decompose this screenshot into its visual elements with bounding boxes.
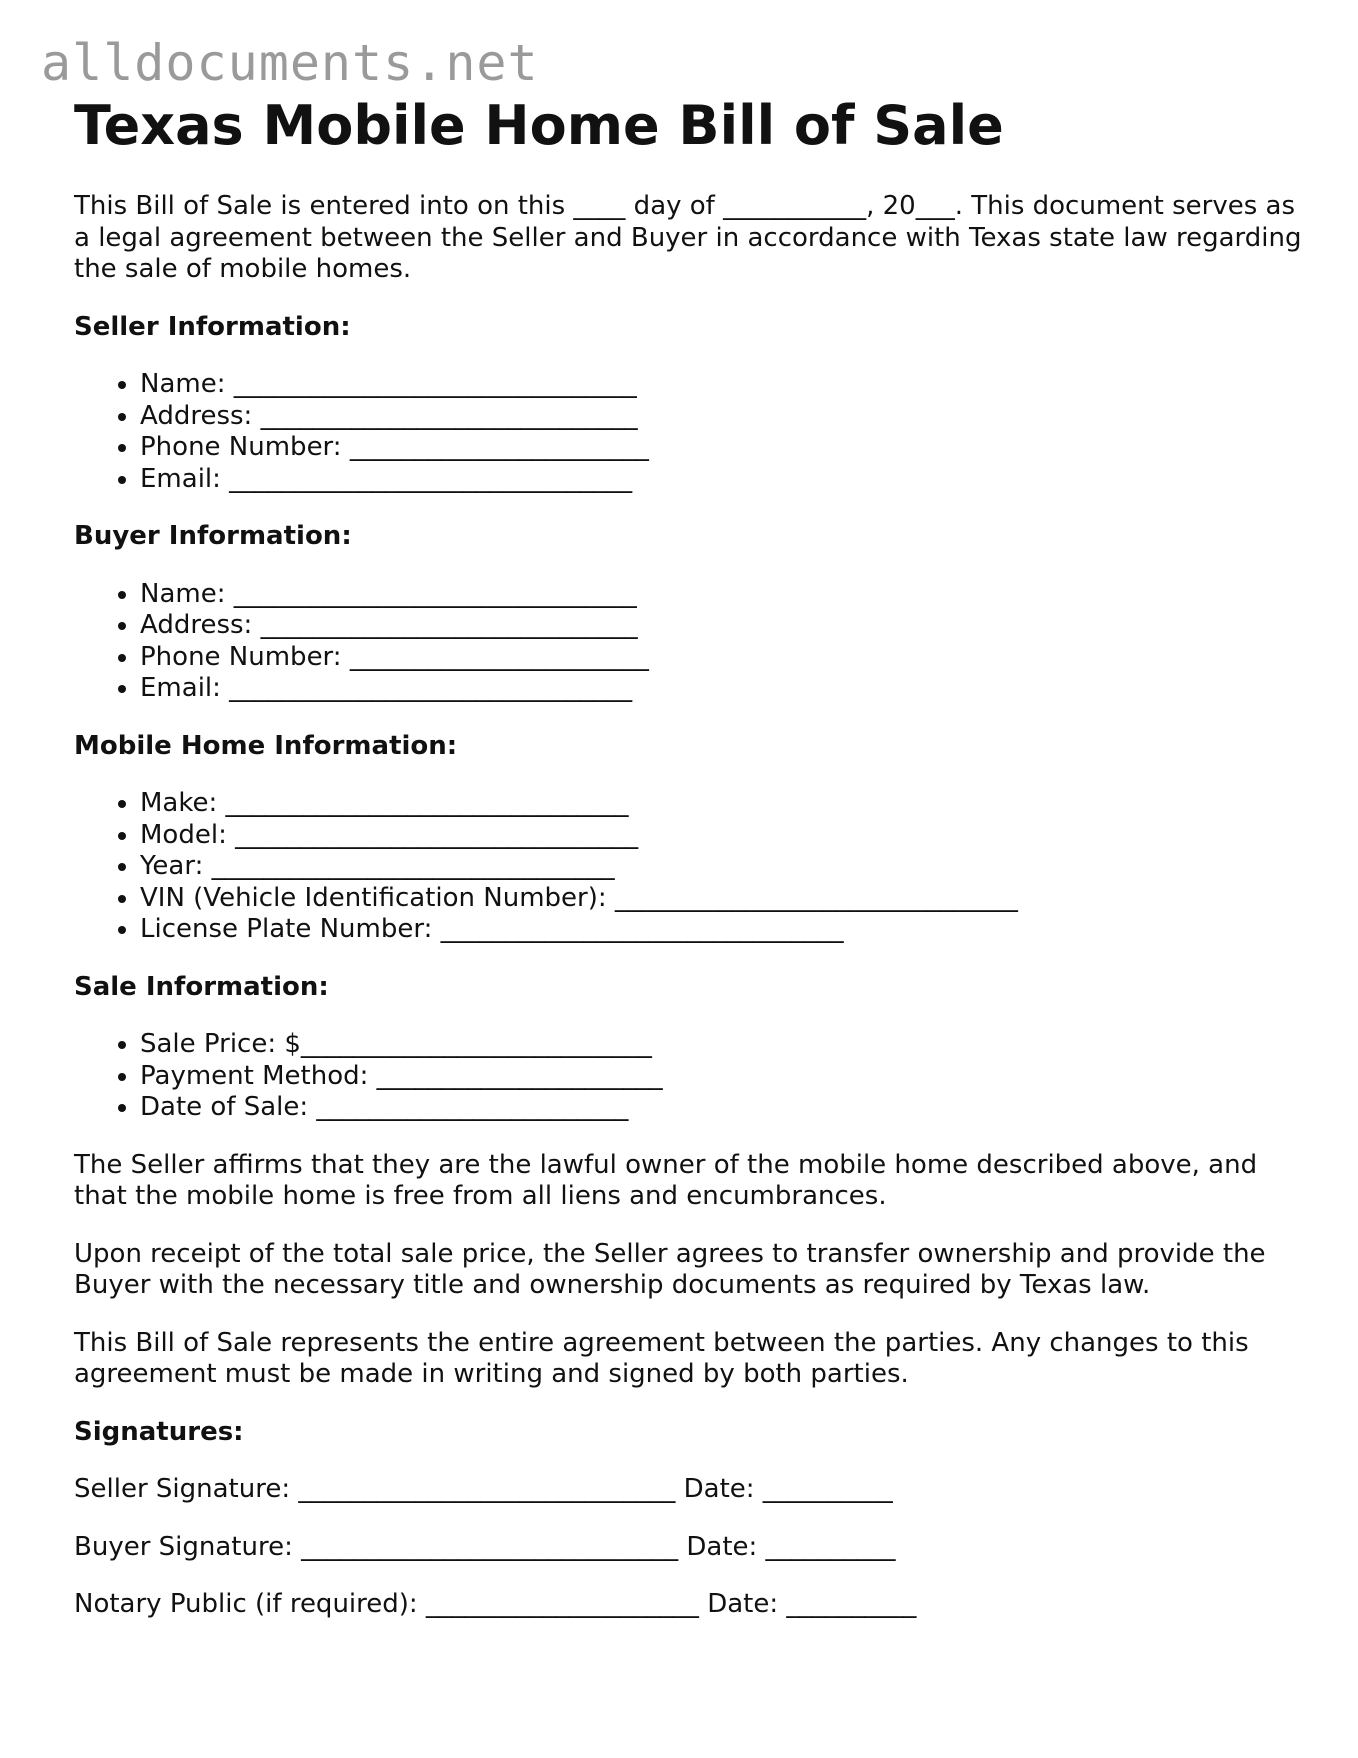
buyer-signature-line[interactable]: Buyer Signature: _____________________________ Date: __________	[74, 1531, 896, 1562]
buyer-address-field[interactable]: • Address: _____________________________	[140, 610, 1304, 642]
seller-address-field[interactable]: • Address: _____________________________	[140, 401, 1304, 433]
license-plate-field[interactable]: • License Plate Number: _______________________________	[140, 914, 1304, 946]
buyer-name-field[interactable]: • Name: _______________________________	[140, 579, 1304, 611]
sale-heading: Sale Information:	[74, 971, 329, 1002]
make-field[interactable]: • Make: _______________________________	[140, 788, 1304, 820]
payment-method-field[interactable]: • Payment Method: ______________________	[140, 1061, 1304, 1093]
date-of-sale-field[interactable]: • Date of Sale: ________________________	[140, 1092, 1304, 1124]
seller-heading: Seller Information:	[74, 311, 351, 342]
notary-signature-line[interactable]: Notary Public (if required): _____________________ Date: __________	[74, 1589, 917, 1620]
buyer-email-field[interactable]: • Email: _______________________________	[140, 673, 1304, 705]
vin-field[interactable]: • VIN (Vehicle Identification Number): _______________________________	[140, 883, 1304, 915]
document-title: Texas Mobile Home Bill of Sale	[74, 94, 1004, 157]
document-page	[74, 96, 1304, 1647]
sale-list	[74, 1029, 1304, 1124]
year-field[interactable]: • Year: _______________________________	[140, 851, 1304, 883]
seller-list	[74, 369, 1304, 495]
seller-email-field[interactable]: • Email: _______________________________	[140, 464, 1304, 496]
buyer-phone-field[interactable]: • Phone Number: _______________________	[140, 642, 1304, 674]
ownership-paragraph: The Seller affirms that they are the lawful owner of the mobile home described above, and that the mobile home is free from all liens and encumbrances.	[74, 1149, 1258, 1212]
buyer-list	[74, 579, 1304, 705]
seller-signature-line[interactable]: Seller Signature: _____________________________ Date: __________	[74, 1474, 893, 1505]
sale-price-field[interactable]: • Sale Price: $___________________________	[140, 1029, 1304, 1061]
mobile-home-heading: Mobile Home Information:	[74, 730, 458, 761]
watermark: alldocuments.net	[41, 34, 539, 92]
mobile-home-list	[74, 788, 1304, 946]
seller-phone-field[interactable]: • Phone Number: _______________________	[140, 432, 1304, 464]
intro-paragraph: This Bill of Sale is entered into on this ____ day of ___________, 20___. This document serves as a legal agreement between the Seller and Buyer in accordance with Texas state law regarding the sale of mobile homes.	[74, 191, 1302, 285]
signatures-heading: Signatures:	[74, 1416, 244, 1447]
seller-name-field[interactable]: • Name: _______________________________	[140, 369, 1304, 401]
transfer-paragraph: Upon receipt of the total sale price, the Seller agrees to transfer ownership and provide the Buyer with the necessary title and ownership documents as required by Texas law.	[74, 1238, 1266, 1301]
agreement-paragraph: This Bill of Sale represents the entire agreement between the parties. Any changes to this agreement must be made in writing and signed by both parties.	[74, 1327, 1249, 1390]
model-field[interactable]: • Model: _______________________________	[140, 820, 1304, 852]
buyer-heading: Buyer Information:	[74, 521, 352, 552]
